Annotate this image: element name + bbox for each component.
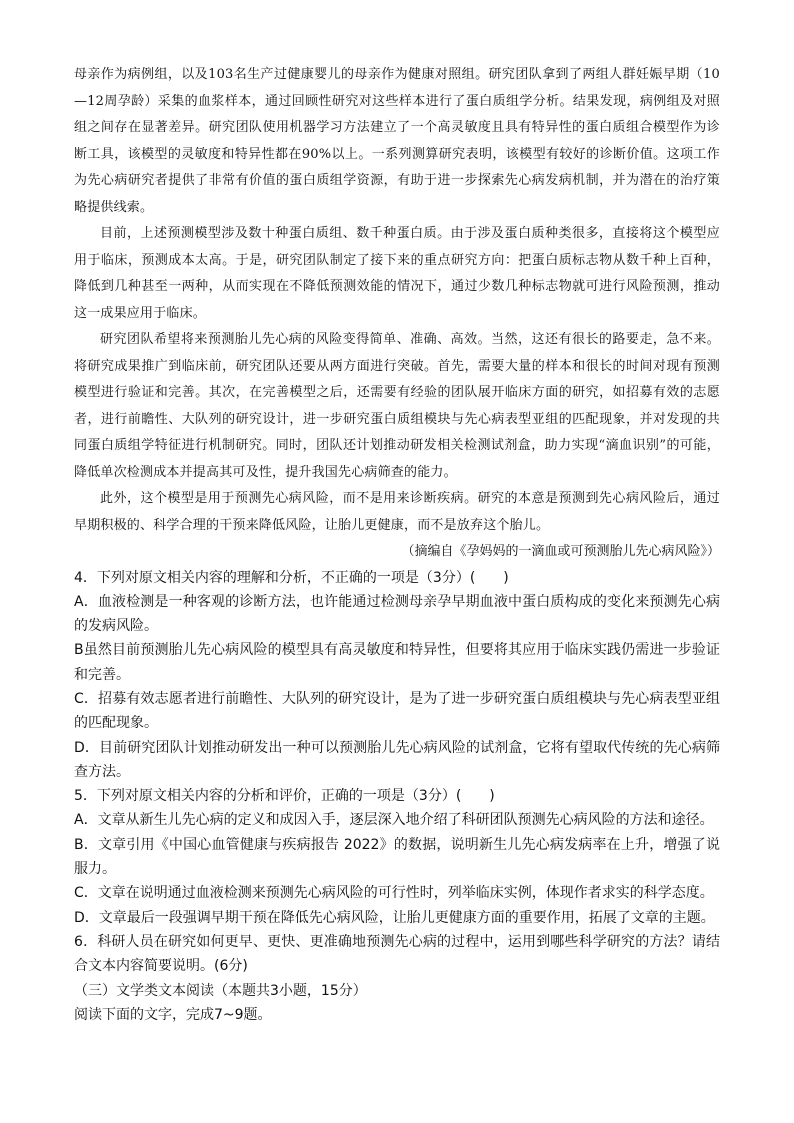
question-5-option-c: C．文章在说明通过血液检测来预测先心病风险的可行性时，列举临床实例，体现作者求实的科学态度。 bbox=[74, 885, 714, 902]
article-paragraph: 目前，上述预测模型涉及数十种蛋白质组、数千种蛋白质。由于涉及蛋白质种类很多，直接将这个模型应用于临床，预测成本太高。于是，研究团队制定了接下来的重点研究方向：把蛋白质标志物从数千种上百种，降低到几种甚至一两种，从而实现在不降低预测效能的情况下，通过少数几种标志物就可进行风险预测，推动这一成果应用于临床。 bbox=[74, 226, 720, 321]
question-5-option-a: A．文章从新生儿先心病的定义和成因入手，逐层深入地介绍了科研团队预测先心病风险的方法和途径。 bbox=[74, 812, 714, 829]
article-source: （摘编自《孕妈妈的一滴血或可预测胎儿先心病风险》） bbox=[401, 544, 720, 559]
article-paragraph: 研究团队希望将来预测胎儿先心病的风险变得简单、准确、高效。当然，这还有很长的路要走，急不来。将研究成果推广到临床前，研究团队还要从两方面进行突破。首先，需要大量的样本和很长的时间对现有预测模型进行验证和完善。其次，在完善模型之后，还需要有经验的团队展开临床方面的研究，如招募有效的志愿者，进行前瞻性、大队列的研究设计，进一步研究蛋白质组模块与先心病表型亚组的匹配现象，并对发现的共同蛋白质组学特征进行机制研究。同时，团队还计划推动研发相关检测试剂盒，助力实现“滴血识别”的可能，降低单次检测成本并提高其可及性，提升我国先心病筛查的能力。 bbox=[74, 332, 720, 480]
question-4-stem: 4．下列对原文相关内容的理解和分析，不正确的一项是（3分）( ) bbox=[74, 569, 509, 586]
question-4-option-a: A．血液检测是一种客观的诊断方法，也许能通过检测母亲孕早期血液中蛋白质构成的变化来预测先心病的发病风险。 bbox=[74, 593, 720, 635]
question-6-stem: 6．科研人员在研究如何更早、更快、更准确地预测先心病的过程中，运用到哪些科学研究的方法？请结合文本内容简要说明。(6分) bbox=[74, 933, 720, 975]
question-4-option-d: D．目前研究团队计划推动研发出一种可以预测胎儿先心病风险的试剂盒，它将有望取代传统的先心病筛查方法。 bbox=[74, 739, 720, 780]
article-paragraph: 此外，这个模型是用于预测先心病风险，而不是用来诊断疾病。研究的本意是预测到先心病风险后，通过早期积极的、科学合理的干预来降低风险，让胎儿更健康，而不是放弃这个胎儿。 bbox=[74, 491, 720, 533]
question-5-stem: 5．下列对原文相关内容的分析和评价，正确的一项是（3分）( ) bbox=[74, 788, 495, 805]
reading-instruction: 阅读下面的文字，完成7~9题。 bbox=[74, 1006, 272, 1023]
exam-page bbox=[74, 62, 720, 1027]
question-4-option-c: C．招募有效志愿者进行前瞻性、大队列的研究设计，是为了进一步研究蛋白质组模块与先心病表型亚组的匹配现象。 bbox=[74, 690, 720, 732]
article-paragraph: 母亲作为病例组，以及103名生产过健康婴儿的母亲作为健康对照组。研究团队拿到了两组人群妊娠早期（10—12周孕龄）采集的血浆样本，通过回顾性研究对这些样本进行了蛋白质组学分析。结果发现，病例组及对照组之间存在显著差异。研究团队使用机器学习方法建立了一个高灵敏度且具有特异性的蛋白质组合模型作为诊断工具，该模型的灵敏度和特异性都在90%以上。一系列测算研究表明，该模型有较好的诊断价值。这项工作为先心病研究者提供了非常有价值的蛋白质组学资源，有助于进一步探索先心病发病机制，并为潜在的治疗策略提供线索。 bbox=[74, 67, 720, 215]
section-heading: （三）文学类文本阅读（本题共3小题，15分） bbox=[74, 982, 367, 999]
question-4-option-b: B虽然目前预测胎儿先心病风险的模型具有高灵敏度和特异性，但要将其应用于临床实践仍需进一步验证和完善。 bbox=[74, 642, 720, 683]
question-5-option-d: D．文章最后一段强调早期干预在降低先心病风险，让胎儿更健康方面的重要作用，拓展了文章的主题。 bbox=[74, 909, 715, 926]
question-5-option-b: B．文章引用《中国心血管健康与疾病报告 2022》的数据，说明新生儿先心病发病率在上升，增强了说服力。 bbox=[74, 836, 720, 878]
